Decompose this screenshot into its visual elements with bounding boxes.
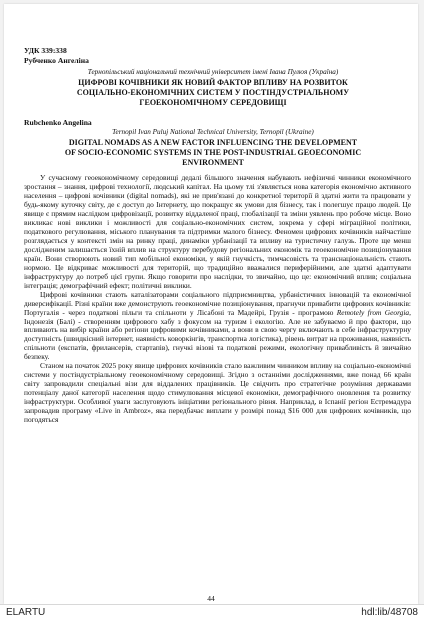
- title-ua-line-1: ЦИФРОВІ КОЧІВНИКИ ЯК НОВИЙ ФАКТОР ВПЛИВУ НА РОЗВИТОК: [78, 78, 348, 87]
- document-page: [4, 4, 418, 604]
- title-en-line-3: ENVIRONMENT: [182, 158, 244, 167]
- paragraph: У сучасному геоекономічному середовищі дедалі більшого значення набувають нефізичні чинники економічного зростання – знання, цифрові технології, людський капітал. На цьому тлі з'являється нова категорія економічно активного населення – цифрові кочівники (digital nomads), які не прив'язані до конкретної території й здатні жити та працювати у будь-якому куточку світу, де є доступ до Інтернету, що покращує як умови для бізнесу, так і полегшує працю людей. Це явище є прямим наслідком цифровізації, розвитку віддаленої праці, глобалізації та зміни уявлень про робоче місце. Воно викликає нові виклики і можливості для соціально-економічних систем, зокрема у сфері міграційної політики, податкового регулювання, міського планування та підтримки малого бізнесу. Феномен цифрових кочівників найчастіше розглядається у контексті змін на ринку праці, динаміки урбанізації та впливу на туристичну галузь. Проте ще менш дослідженим залишається їхній вплив на структуру перебудову регіональних економік та геоекономічне позиціонування країн. Вони створюють новий тип мобільної економіки, у якій гнучкість, тимчасовість та транснаціональність стають нормою. Це відкриває можливості для територій, що традиційно вважалися периферійними, але здатні адаптувати інфраструктуру до потреб цієї групи. Якщо говорити про наслідки, то звичайно, що це: економічний вплив; соціальна інтеграція; демографічний ефект; політичні виклики.: [24, 173, 411, 290]
- author-ua: Рубченко Ангеліна: [24, 56, 89, 65]
- affiliation-ua: Тернопільський національний технічний університет імені Івана Пулюя (Україна): [87, 68, 339, 76]
- author-en: Rubchenko Angelina: [24, 118, 92, 127]
- paragraph: Станом на початок 2025 року явище цифрових кочівників стало важливим чинником впливу на соціально-економічні системи у постіндустріальному геоекономічному середовищі. Згідно з останніми дослідженнями, вже понад 66 країн світу запровадили спеціальні візи для віддалених працівників. Це свідчить про стратегічне розуміння державами потенціалу даної категорії населення щодо стимулювання місцевої економіки, демографічного оновлення та розвитку інфраструктури. Особливої уваги заслуговують ініціативи регіонального рівня. Наприклад, в Іспанії регіон Естремадура запровадив програму «Live in Ambroz», яка передбачає виплати у розмірі понад $16 000 для цифрових кочівників, що погодяться: [24, 361, 411, 425]
- article-body: [24, 174, 411, 425]
- title-en-line-1: DIGITAL NOMADS AS A NEW FACTOR INFLUENCING THE DEVELOPMENT: [68, 138, 358, 147]
- title-ua-line-2: СОЦІАЛЬНО-ЕКОНОМІЧНИХ СИСТЕМ У ПОСТІНДУСТРІАЛЬНОМУ: [76, 88, 350, 97]
- handle-id: hdl:lib/48708: [361, 607, 418, 618]
- affiliation-en: Ternopil Ivan Puluj National Technical University, Ternopil (Ukraine): [112, 128, 314, 136]
- title-en-line-2: OF SOCIO-ECONOMIC SYSTEMS IN THE POST-INDUSTRIAL GEOECONOMIC: [64, 148, 362, 157]
- viewer-footer: [0, 604, 424, 621]
- page-number: 44: [207, 594, 215, 603]
- title-ua-line-3: ГЕОЕКОНОМІЧНОМУ СЕРЕДОВИЩІ: [139, 98, 287, 107]
- repository-label: ELARTU: [6, 607, 46, 618]
- udk-code: УДК 339:338: [24, 46, 67, 55]
- paragraph: Цифрові кочівники стають каталізаторами соціального підприємництва, урбаністичних інновацій та економічної диверсифікації. Різні країни вже демонструють геоекономічне позиціонування, прагнучи привабити цифрових кочівників: Португалія - через податкові пільги та спільноти у Лісабоні та Мадейрі, Грузія - програмою Remotely from Georgia, Індонезія (Балі) - створенням цифрового хабу з фокусом на туризм і екологію. Але не забуваємо й про фактори, що впливають на вибір країни або регіони цифровими кочівниками, а вони в свою чергу включають в себе інфраструктурну доступність (швидкісний інтернет, наявність коворкінгів, транспортна логістика), рівень витрат на проживання, наявність спільноти (експатів, фрилансерів, стартапів), гнучкі візові та податкові режими, екологічну привабливість й звичайно безпеку.: [24, 289, 411, 362]
